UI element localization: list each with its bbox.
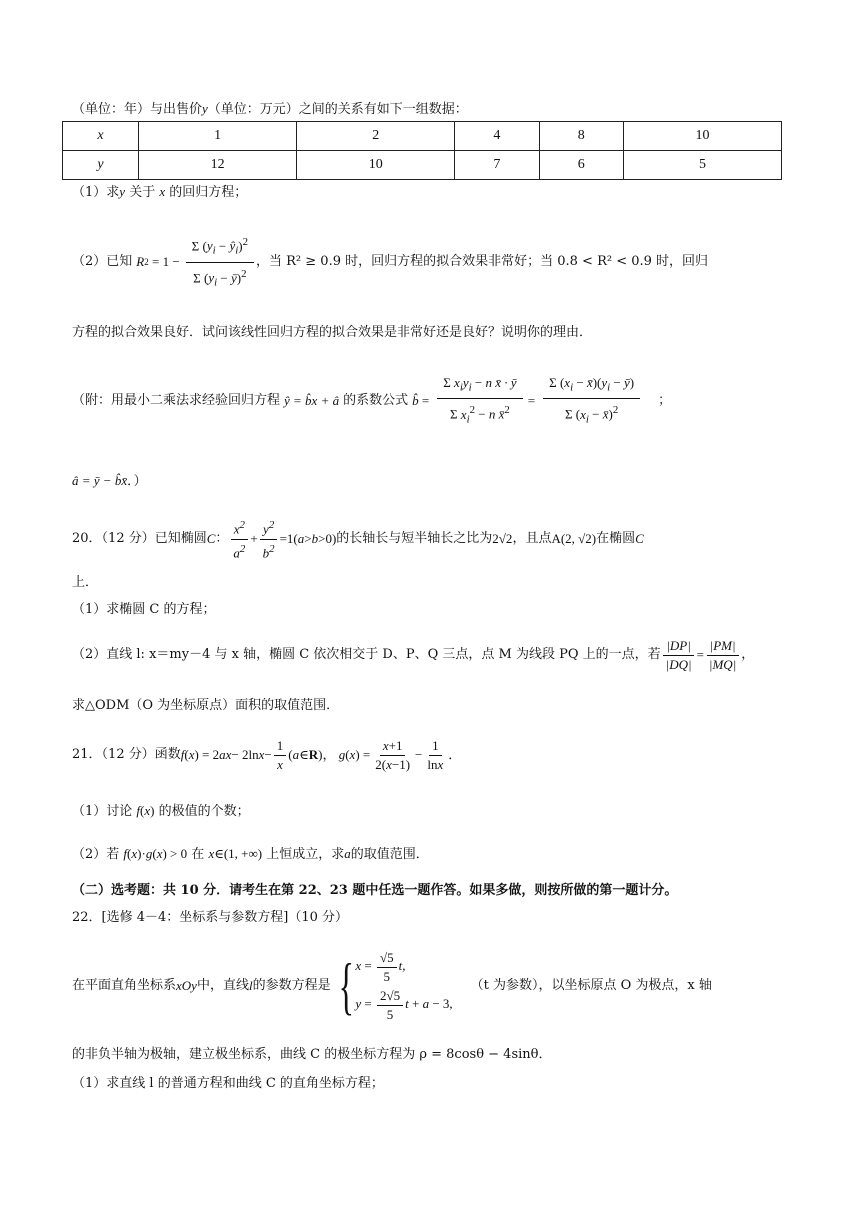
q21-head (72, 734, 461, 776)
q20-mid-text: 的长轴长与短半轴长之比为 (336, 531, 493, 546)
q19-p2-text: （2）已知 (72, 254, 133, 269)
section-heading-text: （二）选考题：共 10 分．请考生在第 22、23 题中任选一题作答。如果多做，则按所做的第一题计分。 (72, 883, 678, 898)
axis-ratio: 2√2 (492, 531, 513, 546)
q20-part2 (72, 632, 754, 678)
q22-head-text: 22．[选修 4－4：坐标系与参数方程]（10 分） (72, 910, 349, 925)
q21-p1-text2: 的极值的个数； (158, 804, 250, 819)
q21-part1 (72, 802, 250, 821)
q22-param-line (72, 938, 712, 1034)
q20-cont (72, 574, 98, 592)
table-cell: 10 (297, 151, 455, 180)
q22-text3: 的参数方程是 (252, 978, 331, 993)
q19-p1-x: x (159, 184, 166, 199)
q21-p2-text2: 在 (191, 847, 205, 862)
q22-param-note: （t 为参数），以坐标原点 O 为极点，x 轴 (470, 978, 712, 993)
function-f: f ( x ) = 2 ax − 2ln x − $\frac{1}{x}$ ( a ∈ R )， g ( x ) = $\frac{x+1}{2(x-1)}$ − $\frac{1}{\ln x}$ ． (180, 737, 462, 772)
f-of-x: f(x) (136, 803, 155, 818)
table-cell: 10 (623, 122, 781, 151)
q19-note-last (72, 472, 147, 491)
q21-p2-text4: 的取值范围． (350, 847, 429, 862)
q20-part1 (72, 601, 215, 619)
q19-part2 (72, 227, 708, 297)
point-a: A(2, √2) (551, 531, 597, 546)
ellipse-name: C (206, 531, 216, 546)
q19-p1-y: y (119, 184, 126, 199)
table-cell: 6 (539, 151, 623, 180)
table-cell: 1 (139, 122, 297, 151)
q21-p2-text3: 上恒成立，求 (266, 847, 345, 862)
q20-tail-text: 在椭圆 (596, 531, 636, 546)
q19-note-text2: 的系数公式 (343, 393, 409, 408)
ellipse-equation: $\frac{x^2}{a^2}$ + $\frac{y^2}{b^2}$ =1( a > b >0) (228, 516, 336, 562)
regression-equation: ŷ = b̂x + â (284, 393, 340, 408)
q19-note-text: （附：用最小二乘法求经验回归方程 (72, 393, 281, 408)
q19-p1-text2: 关于 (125, 185, 160, 200)
q22-l: l (248, 978, 253, 993)
q22-text2: 中，直线 (196, 978, 249, 993)
ratio-condition: $\frac{|DP|}{|DQ|}$ = $\frac{|PM|}{|MQ|}$ (661, 637, 742, 674)
q20-p2-line2-text: 求△ODM（O 为坐标原点）面积的取值范围． (72, 698, 340, 713)
q19-p1-text3: 的回归方程； (165, 185, 248, 200)
least-squares-formula: b̂ = $\frac{\Sigma x_iy_i - n x̄ \cdot ȳ}{\Sigma x_i^2 - n x̄^2}$ = $\frac{\Sigma (x_i - x̄)(y_i - ȳ)}{\Sigma (x_i - x̄)^2}$ (412, 372, 642, 431)
table-cell: 5 (623, 151, 781, 180)
q21-part2 (72, 845, 429, 864)
q19-note-end: ； (658, 393, 672, 408)
table-cell: 2 (297, 122, 455, 151)
q20-part2-line2 (72, 697, 339, 715)
parametric-system: x = $\frac{√5}{5}$ t, y = $\frac{2√5}{5}$ t + a − 3, (355, 950, 453, 1022)
q21-head-text: 21．（12 分）函数 (72, 747, 181, 762)
system-brace: { (338, 950, 354, 1021)
q22-line2 (72, 1046, 551, 1064)
q20-p2-text: （2）直线 l: x＝my－4 与 x 轴，椭圆 C 依次相交于 D、P、Q 三点，点 M 为线段 PQ 上的一点，若 (72, 647, 661, 662)
table-cell: 4 (455, 122, 539, 151)
q21-p1-text: （1）讨论 (72, 804, 133, 819)
q20-head: 20．（12 分）已知椭圆 C ： $\frac{x^2}{a^2}$ + $\frac{y^2}{b^2}$ =1( a > b >0) 的长轴长与短半轴长之比为 2√2 ，且点 A(2, √2) 在椭圆 C (72, 520, 644, 558)
intercept-formula: â = ȳ − b̂x̄ (72, 473, 128, 488)
interval: x∈(1, +∞) (208, 846, 263, 861)
q20-p2-end: ， (741, 647, 755, 662)
q21-p2-text: （2）若 (72, 847, 120, 862)
q22-line2-text: 的非负半轴为极轴，建立极坐标系，曲线 C 的极坐标方程为 ρ = 8cosθ − 4sinθ． (72, 1047, 552, 1062)
q22-text: 在平面直角坐标系 (72, 978, 177, 993)
intro-rest: （单位：万元）之间的关系有如下一组数据： (207, 102, 468, 117)
table-cell: 7 (455, 151, 539, 180)
q20-mid2-text: ，且点 (512, 531, 552, 546)
q21-var-a: a (344, 846, 351, 861)
q19-p2-line2-text: 方程的拟合效果良好．试问该线性回归方程的拟合效果是非常好还是良好？说明你的理由． (72, 325, 593, 340)
section-heading (72, 882, 677, 900)
table-cell: y (63, 151, 139, 180)
q20-cont-text: 上． (72, 575, 99, 590)
q19-note (72, 362, 671, 440)
q22-p1-text: （1）求直线 l 的普通方程和曲线 C 的直角坐标方程； (72, 1076, 384, 1091)
table-cell: 8 (539, 122, 623, 151)
q22-head (72, 909, 348, 927)
table-cell: x (63, 122, 139, 151)
data-table (62, 121, 782, 180)
intro-line (72, 100, 468, 119)
q19-p2-condition: ，当 R² ≥ 0.9 时，回归方程的拟合效果非常好；当 0.8 < R² < 0.9 时，回归 (256, 254, 709, 269)
r-squared-formula: R 2 = 1 − $\frac{\Sigma (y_i - ŷ_i)^2}{\Sigma (y_i - ȳ)^2}$ (136, 231, 256, 294)
q19-part1 (72, 183, 247, 202)
ellipse-name-2: C (635, 531, 644, 546)
q19-note-last-text: ．） (127, 474, 147, 489)
table-cell: 12 (139, 151, 297, 180)
intro-var-y: y (202, 101, 208, 116)
q20-p1-text: （1）求椭圆 C 的方程； (72, 602, 216, 617)
product-inequality: f(x)·g(x) > 0 (123, 846, 188, 861)
intro-text: （单位：年）与出售价 (72, 102, 203, 117)
table-row-x (63, 122, 782, 151)
q19-p1-text: （1）求 (72, 185, 120, 200)
q22-part1 (72, 1075, 384, 1093)
q19-part2-line2 (72, 324, 592, 342)
q20-head-text: 20．（12 分）已知椭圆 (72, 531, 207, 546)
q22-xoy: xOy (176, 978, 197, 993)
table-row-y (63, 151, 782, 180)
